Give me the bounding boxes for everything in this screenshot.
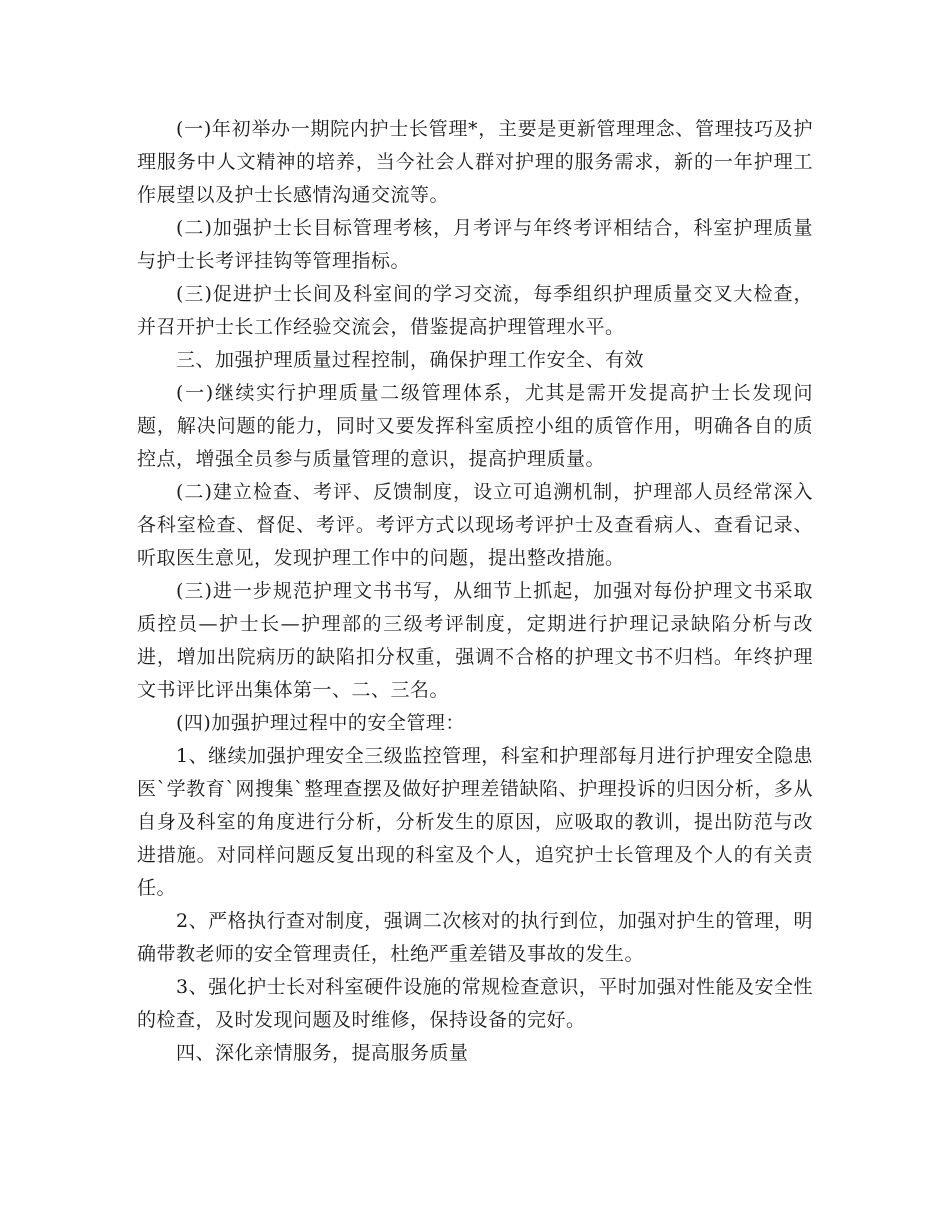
paragraph-2: (二)加强护士长目标管理考核，月考评与年终考评相结合，科室护理质量与护士长考评挂钩等管理指标。 (137, 217, 813, 272)
paragraph-3: (三)促进护士长间及科室间的学习交流，每季组织护理质量交叉大检查，并召开护士长工作经验交流会，借鉴提高护理管理水平。 (137, 283, 813, 338)
paragraph-7: (四)加强护理过程中的安全管理： (176, 712, 465, 734)
section-heading-4: 四、深化亲情服务，提高服务质量 (176, 1042, 469, 1064)
paragraph-6: (三)进一步规范护理文书书写，从细节上抓起，加强对每份护理文书采取质控员—护士长—护理部的三级考评制度，定期进行护理记录缺陷分析与改进，增加出院病历的缺陷扣分权重，强调不合格的护理文书不归档。年终护理文书评比评出集体第一、二、三名。 (137, 580, 813, 701)
paragraph-8: 1、继续加强护理安全三级监控管理，科室和护理部每月进行护理安全隐患医`学教育`网搜集`整理查摆及做好护理差错缺陷、护理投诉的归因分析，多从自身及科室的角度进行分析，分析发生的原因，应吸取的教训，提出防范与改进措施。对同样问题反复出现的科室及个人，追究护士长管理及个人的有关责任。 (137, 745, 813, 899)
document-body (137, 113, 813, 1070)
paragraph-5: (二)建立检查、考评、反馈制度，设立可追溯机制，护理部人员经常深入各科室检查、督促、考评。考评方式以现场考评护士及查看病人、查看记录、听取医生意见，发现护理工作中的问题，提出整改措施。 (137, 481, 813, 569)
section-heading-3: 三、加强护理质量过程控制，确保护理工作安全、有效 (176, 349, 645, 371)
paragraph-1: (一)年初举办一期院内护士长管理*，主要是更新管理理念、管理技巧及护理服务中人文精神的培养，当今社会人群对护理的服务需求，新的一年护理工作展望以及护士长感情沟通交流等。 (137, 118, 813, 206)
paragraph-9: 2、严格执行查对制度，强调二次核对的执行到位，加强对护生的管理，明确带教老师的安全管理责任，杜绝严重差错及事故的发生。 (137, 910, 813, 965)
paragraph-10: 3、强化护士长对科室硬件设施的常规检查意识，平时加强对性能及安全性的检查，及时发现问题及时维修，保持设备的完好。 (137, 976, 813, 1031)
paragraph-4: (一)继续实行护理质量二级管理体系，尤其是需开发提高护士长发现问题，解决问题的能力，同时又要发挥科室质控小组的质管作用，明确各自的质控点，增强全员参与质量管理的意识，提高护理质量。 (137, 382, 813, 470)
